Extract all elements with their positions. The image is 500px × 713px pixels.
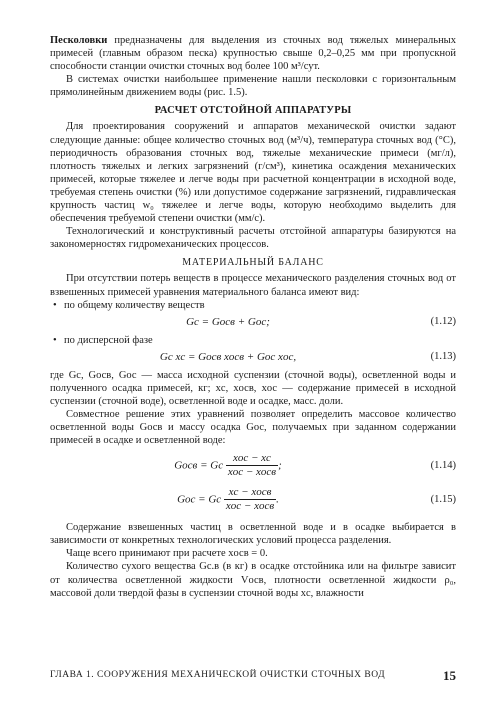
equation-lhs: Gосв = Gс [174,459,224,472]
page-number: 15 [443,668,456,683]
equation-fraction [224,486,276,513]
equation-tail: . [276,493,279,506]
fraction-denominator: xос − xосв [227,466,277,479]
paragraph-balance-intro: При отсутствии потерь веществ в процессе механического разделения сточных вод от взвешенных примесей уравнения материального баланса имеют вид: [50,273,456,298]
fraction-numerator: xс − xосв [224,486,276,500]
equation-1-15 [50,484,456,518]
page-footer [50,668,456,684]
equation-1-12 [50,312,456,334]
paragraph-horizontal-flow: В системах очистки наибольшее применение нашли песколовки с горизонтальным прямолинейным движением воды (рис. 1.5). [50,74,456,99]
equation-number: (1.12) [430,315,456,327]
paragraph-dry-matter: Количество сухого вещества Gс.в (в кг) в осадке отстойника или на фильтре зависит от количества осветленной жидкости Vосв, плотности осветленной жидкости ρ₀, массовой доли твердой фазы в суспензии сточной воды xс, влажности [50,561,456,599]
page-body [50,34,456,600]
equation-expression: Gс = Gосв + Gос; [186,315,270,328]
equation-tail: ; [278,459,282,472]
paragraph-content-choice: Содержание взвешенных частиц в осветленной воде и в осадке выбирается в зависимости от конкретных технологических условий процесса разделения. [50,522,456,547]
fraction-numerator: xос − xс [226,452,278,466]
equation-expression [50,486,406,513]
equation-number: (1.15) [430,494,456,506]
paragraph-often: Чаще всего принимают при расчете xосв = 0. [66,548,268,560]
paragraph-joint-solution: Совместное решение этих уравнений позволяет определить массовое количество осветленной воды Gосв и массу осадка Gос, получаемых при заданном содержании примесей в осадке и осветленной воде: [50,408,456,447]
equation-number: (1.13) [430,350,456,362]
bullet-dot-icon: • [53,299,57,311]
bullet-item-total [50,299,456,312]
footer-chapter-title: ГЛАВА 1. СООРУЖЕНИЯ МЕХАНИЧЕСКОЙ ОЧИСТКИ СТОЧНЫХ ВОД [50,670,386,680]
paragraph-design-data: Для проектирования сооружений и аппаратов механической очистки задают следующие данные: общее количество сточных вод (м³/ч), температура сточных вод (°С), периодичность образования сточных вод, тяжелые механические примеси (мг/л), плотность тяжелых и легких загрязнений (г/см³), кинетика осаждения механических примесей, которые тяжелее и легче воды при расчетной концентрации в исходной воде, требуемая степень очистки (%) или допустимое содержание загрязнений, гидравлическая крупность частиц w₀ тяжелее и легче воды, которую необходимо выделить для обеспечения требуемой степени очистки (мм/с). [50,121,456,225]
equation-1-13 [50,347,456,369]
section-heading-raschet: РАСЧЕТ ОТСТОЙНОЙ АППАРАТУРЫ [154,105,352,117]
equation-1-14 [50,450,456,484]
equation-fraction [226,452,278,479]
paragraph-peskolovki [50,34,456,73]
bullet-text-disperse: по дисперсной фазе [64,334,153,346]
equation-expression: Gс xс = Gосв xосв + Gос xос, [159,350,297,363]
paragraph-peskolovki-text: предназначены для выделения из сточных вод тяжелых минеральных примесей (главным образом песка) крупностью свыше 0,2–0,25 мм при пропускной способности станции очистки сточных вод более 100 м³/сут. [50,35,456,73]
equation-lhs: Gос = Gс [177,493,222,506]
bullet-item-disperse [50,334,456,347]
paragraph-tech-calc: Технологический и конструктивный расчеты отстойной аппаратуры базируются на закономерностях гидромеханических процессов. [50,226,456,251]
equation-expression [50,452,406,479]
fraction-denominator: xос − xосв [225,500,275,513]
bullet-text-total: по общему количеству веществ [64,299,205,311]
paragraph-where: где Gс, Gосв, Gос — масса исходной суспензии (сточной воды), осветленной воды и полученного осадка примесей, кг; xс, xосв, xос — содержание примесей в исходной суспензии (сточной воде), осветленной воде и осадке, масс. доли. [50,369,456,407]
section-heading-balance: МАТЕРИАЛЬНЫЙ БАЛАНС [182,257,324,269]
equation-number: (1.14) [430,460,456,472]
term-peskolovki: Песколовки [50,35,108,46]
bullet-dot-icon: • [53,334,57,346]
